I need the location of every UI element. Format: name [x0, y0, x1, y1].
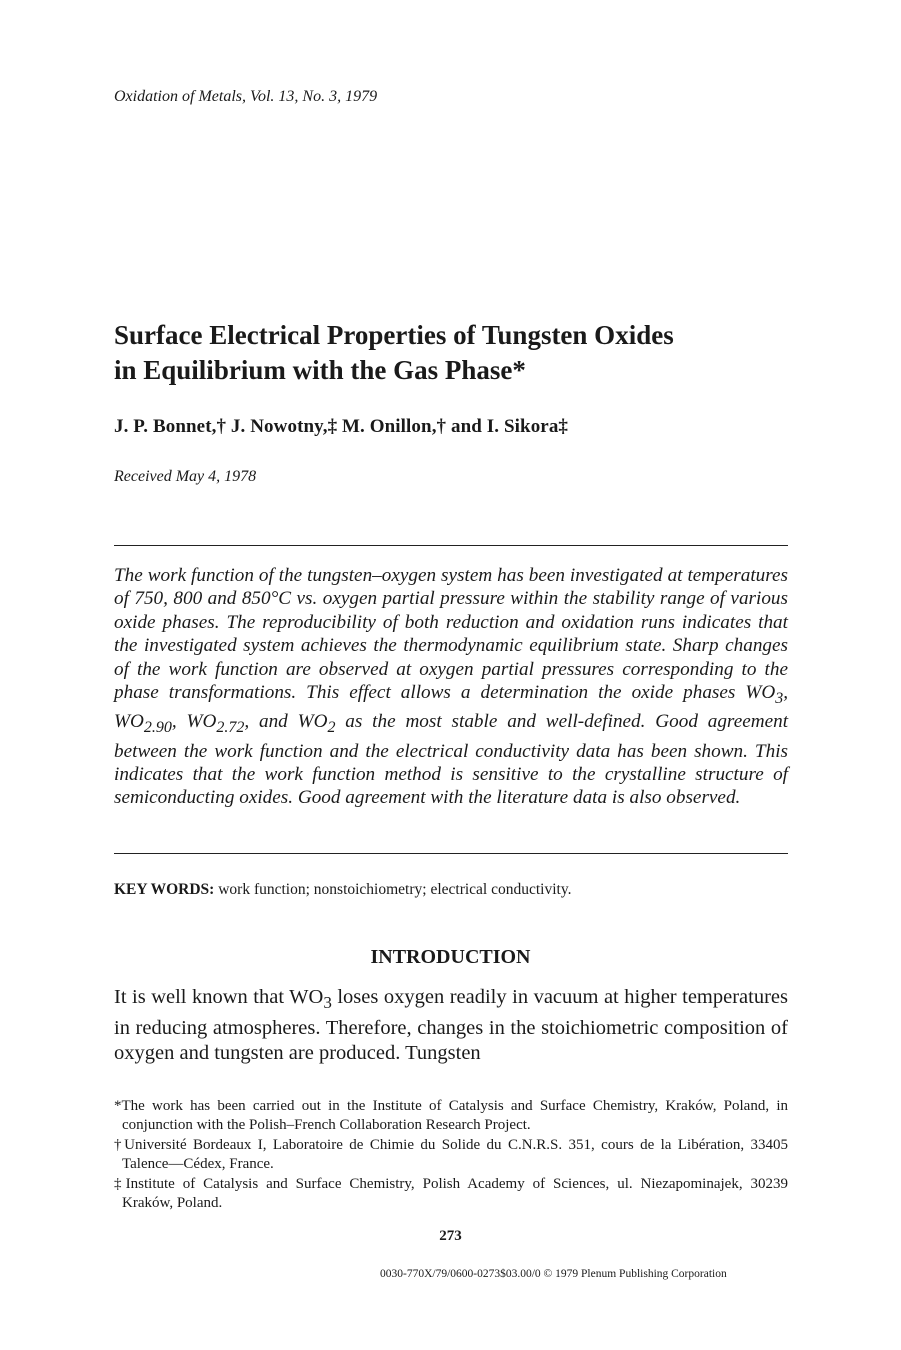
paper-title [114, 318, 814, 388]
introduction-heading: INTRODUCTION [370, 946, 531, 968]
keywords [114, 881, 571, 899]
abstract-bottom-divider [114, 853, 788, 854]
page-number: 273 [439, 1228, 462, 1244]
formula-wo272: $WO_{2.72}$ [186, 711, 245, 737]
author-list: J. P. Bonnet,† J. Nowotny,‡ M. Onillon,† and I. Sikora‡ [114, 416, 569, 437]
title-line-2: in Equilibrium with the Gas Phase* [114, 355, 526, 385]
title-line-1: Surface Electrical Properties of Tungsten Oxides [114, 320, 674, 350]
footnotes [114, 1097, 788, 1213]
footnote-affiliation-bordeaux: †Université Bordeaux I, Laboratoire de Chimie du Solide du C.N.R.S. 351, cours de la Libération, 33405 Talence—Cédex, France. [114, 1136, 788, 1173]
keywords-label: KEY WORDS: [114, 881, 215, 898]
footnote-affiliation-krakow: ‡Institute of Catalysis and Surface Chemistry, Polish Academy of Sciences, ul. Niezapominajek, 30239 Kraków, Poland. [114, 1175, 788, 1212]
publication-code: 0030-770X/79/0600-0273$03.00/0 © 1979 Plenum Publishing Corporation [380, 1268, 727, 1280]
keywords-text: work function; nonstoichiometry; electrical conductivity. [214, 881, 572, 898]
abstract-top-divider [114, 545, 788, 546]
abstract-text-part2: as the most stable and well-defined. Good agreement between the work function and the electrical conductivity data has been shown. This indicates that the work function method is sensitive to the crystalline structure of semiconducting oxides. Good agreement with the literature data is also observed. [114, 711, 789, 809]
abstract: The work function of the tungsten–oxygen system has been investigated at temperatures of 750, 800 and 850°C vs. oxygen partial pressure within the stability range of various oxide phases. The reproducibility of both reduction and oxidation runs indicates that the investigated system achieves the thermodynamic equilibrium state. Sharp changes of the work function are observed at oxygen partial pressures corresponding to the phase transformations. This effect allows a determination the oxide phases $WO_3$, $WO_{2.90}$, $WO_{2.72}$, and $WO_2$ as the most stable and well-defined. Good agreement between the work function and the electrical conductivity data has been shown. This indicates that the work function method is sensitive to the crystalline structure of semiconducting oxides. Good agreement with the literature data is also observed. [114, 565, 789, 809]
introduction-paragraph: It is well known that $WO_3$ loses oxygen readily in vacuum at higher temperatures in reducing atmospheres. Therefore, changes in the stoichiometric composition of oxygen and tungsten are produced. Tungsten [114, 986, 788, 1065]
formula-wo290: $WO_{2.90}$ [114, 711, 172, 737]
journal-citation: Oxidation of Metals, Vol. 13, No. 3, 1979 [114, 88, 378, 105]
formula-wo2: $WO_2$ [297, 711, 336, 737]
footnote-funding: *The work has been carried out in the Institute of Catalysis and Surface Chemistry, Kraków, Poland, in conjunction with the Polish–French Collaboration Research Project. [114, 1098, 788, 1134]
abstract-text-part1: The work function of the tungsten–oxygen system has been investigated at temperatures of 750, 800 and 850°C vs. oxygen partial pressure within the stability range of various oxide phases. The reproducibility of both reduction and oxidation runs indicates that the investigated system achieves the thermodynamic equilibrium state. Sharp changes of the work function are observed at oxygen partial pressures corresponding to the phase transformations. This effect allows a determination the oxide phases [114, 565, 788, 704]
formula-wo3: $WO_3$ [745, 682, 784, 707]
received-date: Received May 4, 1978 [114, 468, 257, 485]
